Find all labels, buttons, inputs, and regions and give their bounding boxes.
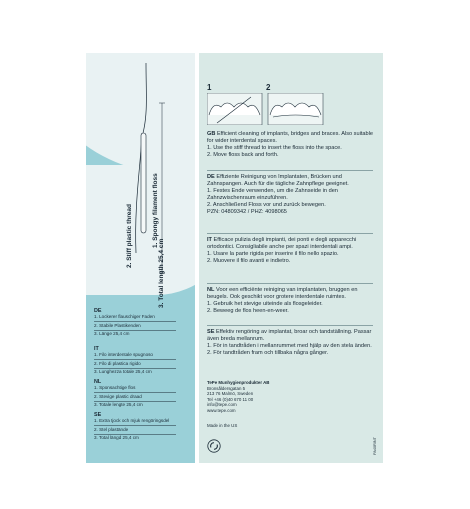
legend-line: 2. Stel plastände (94, 426, 129, 432)
intro-text: Efficient cleaning of implants, bridges and braces. Also suitable for wider interdental spaces. (207, 131, 373, 144)
address-line: Bronsåldersgatan 5 (207, 385, 246, 391)
floss-diagram (86, 53, 195, 293)
divider (94, 392, 176, 393)
product-code: PZN: 04809342 / PHZ: 4098065 (207, 209, 287, 215)
intro-text: Efficace pulizia degli impianti, dei ponti e degli apparecchi ortodontici. Consigliabile anche per spazi interdentali ampi. (207, 237, 357, 250)
address-line: Tel +46 (0)40 670 11 00 (207, 396, 254, 402)
divider (207, 233, 373, 234)
section-nl (207, 287, 375, 315)
step-1-number: 1 (207, 83, 212, 92)
legend-lang: IT (94, 346, 99, 352)
divider (94, 434, 176, 435)
legend-line: 3. Länge 25,4 cm (94, 331, 130, 337)
lang-code: GB (207, 131, 216, 137)
section-gb (207, 131, 375, 159)
legend-line: 3. Lunghezza totale 25,4 cm (94, 369, 152, 375)
lang-code: SE (207, 329, 215, 335)
package-insert (86, 53, 383, 463)
divider (207, 170, 373, 171)
label-spongy-floss: 1. Spongy filament floss (152, 173, 159, 248)
intro-text: Effiziente Reinigung von Implantaten, Brücken und Zahnspangen. Auch für die tägliche Zahnpflege geeignet. (207, 174, 349, 187)
legend-se (94, 412, 176, 441)
left-panel (86, 53, 195, 463)
section-se (207, 329, 375, 357)
address-line: www.tepe.com (207, 407, 236, 413)
divider (207, 283, 373, 284)
intro-text: Effektiv rengöring av implantat, broar och tandställning. Passar även breda mellanrum. (207, 329, 372, 342)
lang-code: IT (207, 237, 212, 243)
step-line: 1. Festes Ende verwenden, um die Zahnseide in den Zahnzwischenraum einzuführen. (207, 188, 338, 201)
print-code: PA40RINT (373, 437, 377, 455)
step-line: 2. För tandtråden fram och tillbaka några gånger. (207, 350, 329, 356)
divider (94, 321, 176, 322)
made-in: Made in the US (207, 423, 238, 428)
section-de (207, 174, 375, 216)
label-stiff-thread: 2. Stiff plastic thread (126, 204, 133, 268)
address-line: 213 76 Malmö, Sweden (207, 391, 254, 397)
step-2-number: 2 (266, 83, 271, 92)
company-address (207, 380, 269, 414)
legend-line: 1. Filo interdentale spugnoso (94, 352, 153, 357)
section-it (207, 237, 375, 265)
right-panel (199, 53, 383, 463)
intro-text: Voor een efficiënte reiniging van implantaten, bruggen en beugels. Ook geschikt voor grotere interdentale ruimtes. (207, 287, 358, 300)
legend-line: 2. Stabile Plastikenden (94, 322, 141, 328)
legend-it (94, 346, 176, 375)
stiff-thread (143, 63, 146, 133)
legend-nl (94, 379, 176, 408)
divider (94, 359, 176, 360)
divider (94, 330, 176, 331)
address-line: info@tepe.com (207, 402, 237, 408)
step-line: 2. Anschließend Floss vor und zurück bewegen. (207, 202, 326, 208)
step-line: 1. Gebruik het stevige uiteinde als flosgeleider. (207, 301, 323, 307)
legend-line: 1. Extra tjock och mjuk rengöringsdel (94, 418, 170, 423)
divider (94, 368, 176, 369)
step-line: 2. Move floss back and forth. (207, 152, 279, 158)
step-line: 2. Beweeg de flos heen-en-weer. (207, 308, 289, 314)
recycle-icon (207, 439, 221, 453)
legend-line: 3. Totale lengte 25,4 cm (94, 402, 143, 408)
spongy-floss (141, 133, 146, 233)
legend-line: 1. Sponsachtige flos (94, 385, 136, 390)
teeth-illustration (207, 93, 327, 125)
legend-line: 2. Stevige plastic draad (94, 393, 142, 399)
legend-lang: NL (94, 379, 102, 385)
step-line: 1. För in tandtråden i mellanrummet med hjälp av den stela änden. (207, 343, 372, 349)
divider (94, 425, 176, 426)
legend-line: 1. Lockerer flauschiger Faden (94, 314, 155, 319)
lang-code: NL (207, 287, 215, 293)
legend-de (94, 308, 176, 337)
legend-lang: SE (94, 412, 102, 418)
lang-code: DE (207, 174, 215, 180)
legend-line: 2. Filo di plastica rigido (94, 360, 141, 366)
legend-line: 3. Total längd 25,4 cm (94, 435, 139, 441)
legend-lang: DE (94, 308, 102, 314)
company-name: TePe Munhygienprodukter AB (207, 380, 270, 385)
label-total-length: 3. Total length 25,4 cm (158, 238, 165, 308)
divider (94, 401, 176, 402)
divider (207, 325, 373, 326)
step-line: 1. Use the stiff thread to insert the floss into the space. (207, 145, 342, 151)
step-line: 1. Usare la parte rigida per inserire il filo nello spazio. (207, 251, 339, 257)
step-line: 2. Muovere il filo avanti e indietro. (207, 258, 291, 264)
